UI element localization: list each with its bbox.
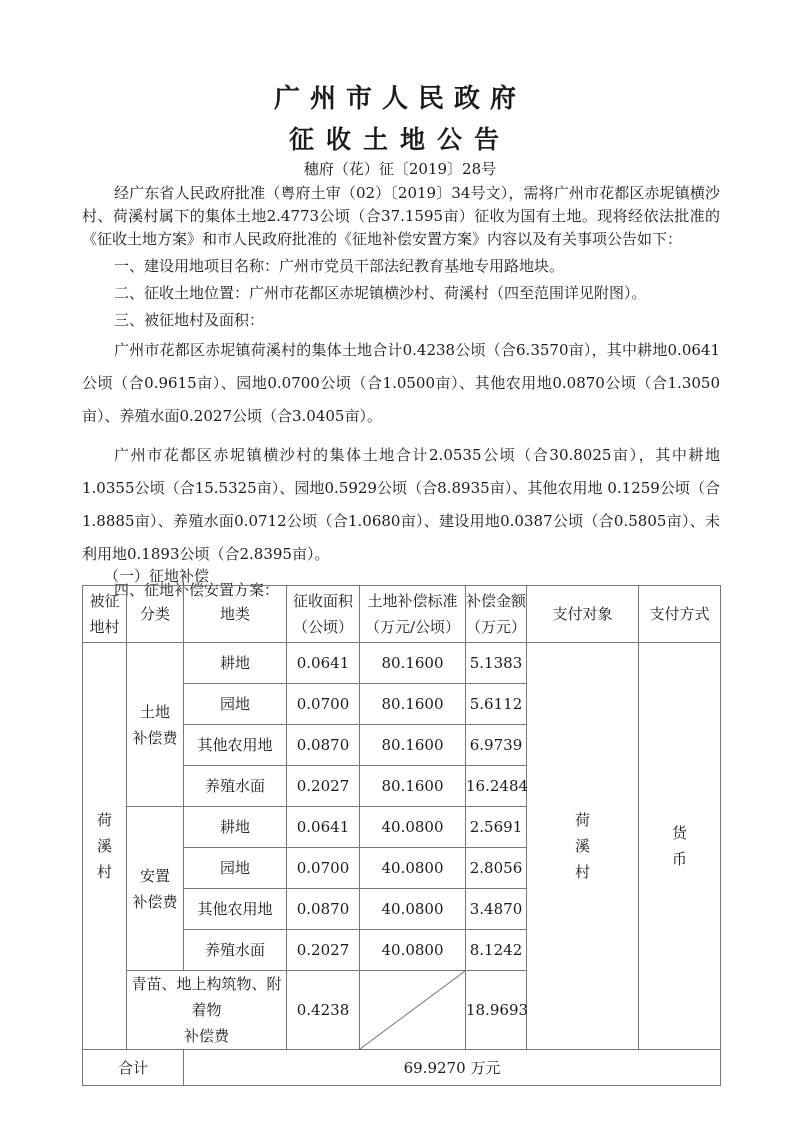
standard-cell: 80.1600 [360,725,466,766]
section-heading-compensation: （一）征地补偿 [104,567,210,585]
item-3: 三、被征地村及面积： [114,311,265,329]
area-cell: 0.0870 [287,889,360,930]
category-cell: 安置 补偿费 [127,807,184,971]
area-cell: 0.0641 [287,643,360,684]
amount-cell: 6.9739 [466,725,527,766]
amount-cell: 2.8056 [466,848,527,889]
title-line2: 征收土地公告 [288,125,511,154]
land-type-cell: 其他农用地 [184,889,287,930]
hexi-paragraph: 广州市花都区赤坭镇荷溪村的集体土地合计0.4238公顷（合6.3570亩），其中耕地0.0641公顷（合0.9615亩）、园地0.0700公顷（合1.0500亩）、其他农用地0.0870公顷（合1.3050亩）、养殖水面0.2027公顷（合3.0405亩）。 [82,341,720,425]
standard-cell: 80.1600 [360,766,466,807]
area-cell: 0.0870 [287,725,360,766]
land-type-cell: 养殖水面 [184,930,287,971]
total-row [83,1050,721,1086]
land-type-cell: 养殖水面 [184,766,287,807]
empty-diagonal-cell [360,971,466,1050]
standard-cell: 80.1600 [360,643,466,684]
document-number: 穗府（花）征〔2019〕28号 [303,160,497,178]
title-line1: 广州市人民政府 [273,84,526,114]
area-cell: 0.2027 [287,930,360,971]
header-payee: 支付对象 [527,586,639,643]
intro-paragraph: 经广东省人民政府批准（粤府土审（02）〔2019〕34号文），需将广州市花都区赤坭镇横沙村、荷溪村属下的集体土地2.4773公顷（合37.1595亩）征收为国有土地。现将经依法批准的《征收土地方案》和市人民政府批准的《征地补偿安置方案》内容以及有关事项公告如下： [82,184,720,248]
crops-area-cell: 0.4238 [287,971,360,1050]
amount-cell: 5.6112 [466,684,527,725]
area-cell: 0.0700 [287,848,360,889]
item-1: 一、建设用地项目名称：广州市党员干部法纪教育基地专用路地块。 [114,257,565,275]
header-area: 征收面积 （公顷） [287,586,360,643]
compensation-table [82,585,721,1086]
header-method: 支付方式 [639,586,721,643]
standard-cell: 40.0800 [360,848,466,889]
crops-amount-cell: 18.9693 [466,971,527,1050]
item-4: 四、征地补偿安置方案： [114,581,280,599]
land-type-cell: 其他农用地 [184,725,287,766]
land-type-cell: 园地 [184,684,287,725]
header-amount: 补偿金额 （万元） [466,586,527,643]
amount-cell: 2.5691 [466,807,527,848]
land-type-cell: 耕地 [184,643,287,684]
amount-cell: 8.1242 [466,930,527,971]
header-village: 被征 地村 [83,586,127,643]
header-land-type: 地类 [184,586,287,643]
land-type-cell: 耕地 [184,807,287,848]
area-cell: 0.0641 [287,807,360,848]
total-value-cell: 69.9270 万元 [184,1050,721,1086]
method-cell: 货 币 [639,643,721,1050]
amount-cell: 16.2484 [466,766,527,807]
header-standard: 土地补偿标准 （万元/公顷） [360,586,466,643]
announcement-body [82,182,720,602]
payee-cell: 荷 溪 村 [527,643,639,1050]
table-row [83,643,721,684]
amount-cell: 5.1383 [466,643,527,684]
amount-cell: 3.4870 [466,889,527,930]
item-2: 二、征收土地位置：广州市花都区赤坭镇横沙村、荷溪村（四至范围详见附图）。 [114,284,647,302]
area-cell: 0.0700 [287,684,360,725]
standard-cell: 80.1600 [360,684,466,725]
diagonal-line [360,971,465,1049]
standard-cell: 40.0800 [360,889,466,930]
header-category: 分类 [127,586,184,643]
crops-label-cell: 青苗、地上构筑物、附着物 补偿费 [127,971,287,1050]
standard-cell: 40.0800 [360,930,466,971]
total-label-cell: 合计 [83,1050,184,1086]
area-cell: 0.2027 [287,766,360,807]
standard-cell: 40.0800 [360,807,466,848]
table-header-row [83,586,721,643]
village-cell: 荷 溪 村 [83,643,127,1050]
hengsha-paragraph: 广州市花都区赤坭镇横沙村的集体土地合计2.0535公顷（合30.8025亩），其中耕地1.0355公顷（合15.5325亩）、园地0.5929公顷（合8.8935亩）、其他农用地 0.1259公顷（合1.8885亩）、养殖水面0.0712公顷（合1.0680亩）、建设用地0.0387公顷（合0.5805亩）、未利用地0.1893公顷（合2.8395亩）。 [82,446,720,563]
category-cell: 土地 补偿费 [127,643,184,807]
land-type-cell: 园地 [184,848,287,889]
